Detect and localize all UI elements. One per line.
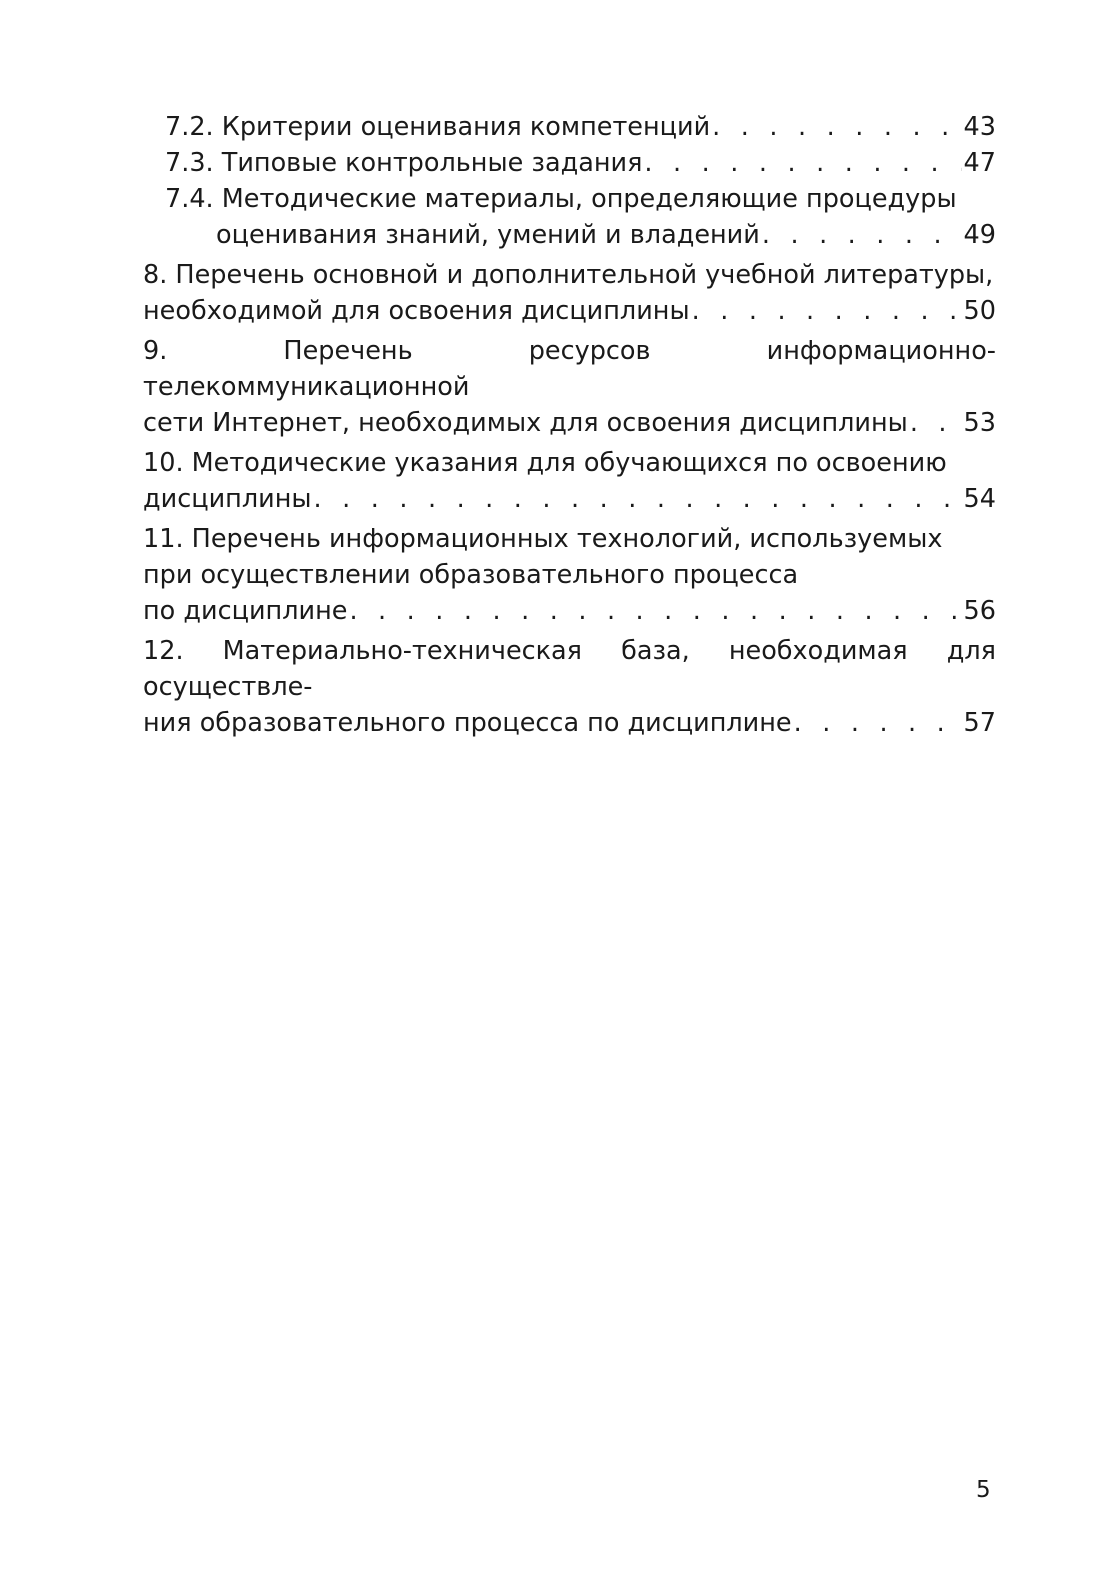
dot-leader <box>349 593 961 629</box>
toc-entry-8[interactable] <box>143 257 996 329</box>
dot-leader <box>762 217 962 253</box>
toc-entry-11[interactable] <box>143 521 996 629</box>
toc-page-number: 50 <box>963 296 996 326</box>
toc-page-number: 47 <box>963 148 996 178</box>
dot-leader <box>692 293 962 329</box>
toc-entry-12[interactable] <box>143 633 996 741</box>
toc-entry-title: 12. Материально-техническая база, необходимая для осуществле- <box>143 636 996 702</box>
toc-entry-7-3[interactable] <box>143 145 996 181</box>
dot-leader <box>644 145 961 181</box>
toc-page-number: 57 <box>963 708 996 738</box>
toc-page-number: 56 <box>963 596 996 626</box>
toc-entry-title: 8. Перечень основной и дополнительной учебной литературы, <box>143 260 994 290</box>
toc-entry-title: 10. Методические указания для обучающихся по освоению <box>143 448 947 478</box>
dot-leader <box>794 705 962 741</box>
dot-leader <box>712 109 961 145</box>
toc-page-number: 49 <box>963 220 996 250</box>
dot-leader <box>314 481 962 517</box>
toc-entry-title-continued: при осуществлении образовательного процесса <box>143 560 799 590</box>
toc-page-number: 43 <box>963 112 996 142</box>
toc-entry-title: 7.2. Критерии оценивания компетенций <box>165 112 711 142</box>
toc-entry-title-continued: сети Интернет, необходимых для освоения дисциплины <box>143 408 908 438</box>
toc-entry-7-2[interactable] <box>143 109 996 145</box>
toc-entry-10[interactable] <box>143 445 996 517</box>
toc-entry-title-continued: оценивания знаний, умений и владений <box>216 220 760 250</box>
toc-entry-title-continued: ния образовательного процесса по дисциплине <box>143 708 792 738</box>
toc-page-number: 54 <box>963 484 996 514</box>
toc-entry-9[interactable] <box>143 333 996 441</box>
table-of-contents <box>143 109 996 741</box>
toc-entry-title-continued: дисциплины <box>143 484 312 514</box>
toc-entry-title: 11. Перечень информационных технологий, используемых <box>143 524 943 554</box>
toc-entry-7-4[interactable] <box>143 181 996 253</box>
dot-leader <box>910 405 962 441</box>
toc-entry-title-continued: по дисциплине <box>143 596 348 626</box>
toc-entry-title: 7.4. Методические материалы, определяющие процедуры <box>165 184 957 214</box>
toc-entry-title-continued: необходимой для освоения дисциплины <box>143 296 690 326</box>
toc-page-number: 53 <box>963 408 996 438</box>
page-number: 5 <box>976 1477 991 1503</box>
toc-entry-title: 7.3. Типовые контрольные задания <box>165 148 643 178</box>
toc-entry-title: 9. Перечень ресурсов информационно-телекоммуникационной <box>143 336 996 402</box>
